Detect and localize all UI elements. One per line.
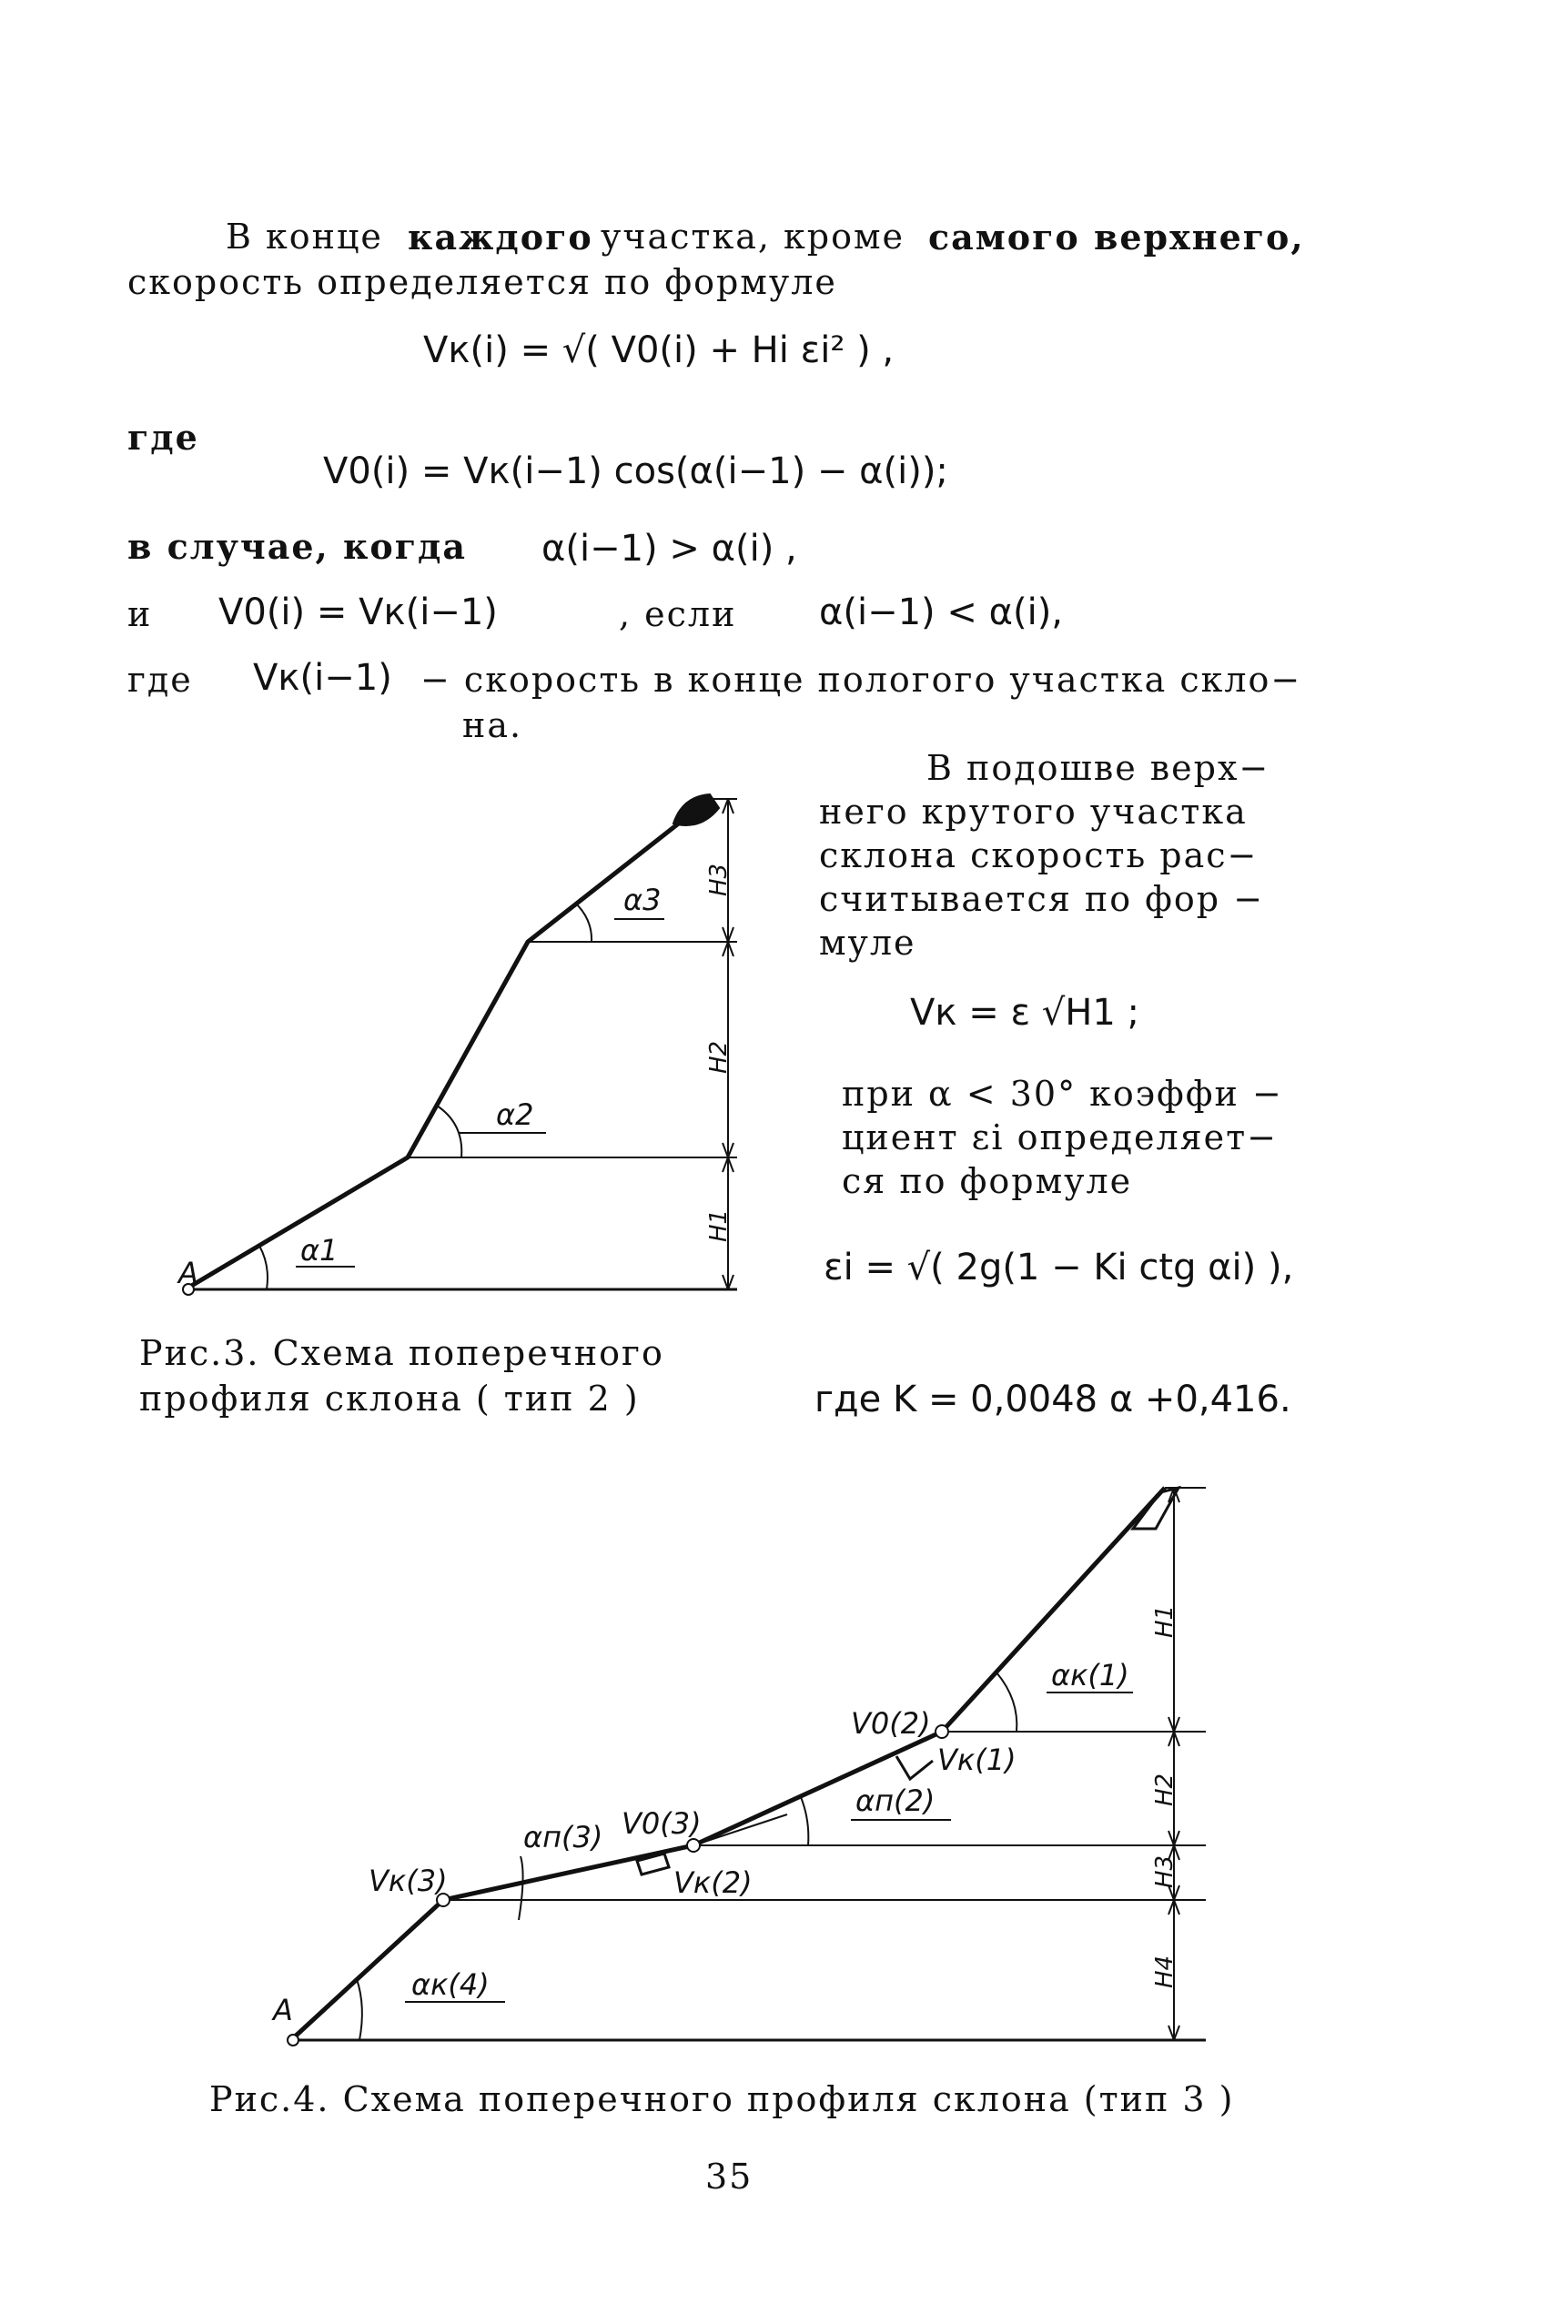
equation-vk-foot: Vк = ε √H1 ; (910, 992, 1140, 1034)
case-when-text: в случае, когда (127, 526, 467, 567)
gde-label-2: где (127, 660, 193, 700)
if-text: , если (619, 594, 737, 634)
fig3-slope-profile (188, 799, 710, 1288)
equation-alpha-greater: α(i−1) > α(i) , (541, 528, 797, 570)
para1-line1-d: самого верхнего, (928, 217, 1305, 258)
speed-description-line1: − скорость в конце пологого участка скло− (420, 660, 1302, 700)
speed-description-line2: на. (462, 705, 523, 745)
fig4-label-vk1: Vк(1) (937, 1743, 1017, 1777)
equation-v0: V0(i) = Vк(i−1) cos(α(i−1) − α(i)); (323, 450, 948, 492)
page-number: 35 (705, 2157, 754, 2197)
fig3-angle-arc-1 (259, 1246, 268, 1289)
fig3-label-alpha1: α1 (300, 1233, 339, 1268)
and-text: и (127, 594, 153, 634)
fig3-label-h2: H2 (705, 1040, 733, 1074)
right-text-line1: В подошве верх− (926, 748, 1270, 788)
right-text-line5: муле (819, 923, 916, 963)
equation-k-coefficient: где K = 0,0048 α +0,416. (814, 1379, 1291, 1420)
fig3-label-a: A (178, 1256, 198, 1290)
fig3-angle-arc-2 (437, 1106, 461, 1157)
fig4-extension-line-1 (443, 1867, 596, 1900)
fig4-label-vk3: Vк(3) (369, 1864, 448, 1898)
para1-line1-c: участка, кроме (601, 217, 905, 257)
fig4-extension-line-2 (693, 1814, 787, 1845)
equation-alpha-less: α(i−1) < α(i), (819, 591, 1064, 633)
para1-line2: скорость определяется по формуле (127, 262, 837, 302)
fig3-caption-line1: Рис.3. Схема поперечного (139, 1333, 664, 1373)
fig4-angle-arc-an3 (519, 1856, 523, 1920)
fig4-angle-arc-ak1 (996, 1672, 1017, 1732)
fig4-label-h1: H1 (1151, 1604, 1179, 1638)
fig4-label-vk2: Vк(2) (673, 1865, 753, 1900)
right-text-line2: него крутого участка (819, 792, 1248, 832)
fig4-label-alpha-n3: αп(3) (523, 1820, 603, 1854)
fig4-point-a (288, 2035, 298, 2046)
fig3-label-h1: H1 (705, 1208, 733, 1242)
right-text-line6: при α < 30° коэффи − (842, 1074, 1283, 1114)
fig4-vk1-mark (896, 1756, 933, 1779)
fig4-angle-arc-ak4 (357, 1979, 362, 2040)
equation-vk: Vк(i) = √( V0(i) + Hi εi² ) , (423, 329, 895, 371)
right-text-line4: считывается по фор − (819, 879, 1265, 919)
fig4-label-alpha-k4: αк(4) (411, 1967, 490, 2002)
fig4-label-h3: H3 (1151, 1854, 1179, 1888)
gde-label-1: где (127, 417, 199, 458)
fig3-caption-line2: профиля склона ( тип 2 ) (139, 1379, 640, 1419)
right-text-line3: склона скорость рас− (819, 835, 1259, 875)
fig3-angle-arc-3 (576, 904, 592, 942)
fig4-label-v03: V0(3) (622, 1806, 702, 1841)
fig4-node-2 (687, 1839, 700, 1852)
para1-line1-a: В конце (226, 217, 383, 257)
fig3-label-alpha3: α3 (623, 883, 662, 917)
fig4-label-h4: H4 (1151, 1955, 1179, 1988)
fig4-label-v02: V0(2) (851, 1706, 931, 1741)
fig3-label-h3: H3 (705, 863, 733, 896)
fig4-label-alpha-n2: αп(2) (855, 1783, 936, 1818)
fig3-label-alpha2: α2 (496, 1097, 534, 1132)
fig4-slope-profile (293, 1488, 1165, 2038)
fig4-caption: Рис.4. Схема поперечного профиля склона (тип 3 ) (209, 2079, 1235, 2119)
fig4-label-h2: H2 (1151, 1773, 1179, 1806)
fig4-label-alpha-k1: αк(1) (1051, 1658, 1129, 1692)
right-text-line7: циент εi определяет− (842, 1117, 1278, 1157)
fig4-angle-arc-an2 (801, 1797, 808, 1845)
equation-vk-prev: Vк(i−1) (253, 657, 392, 699)
equation-epsilon: εi = √( 2g(1 − Ki ctg αi) ), (824, 1247, 1294, 1288)
equation-v0-equals: V0(i) = Vк(i−1) (218, 591, 498, 633)
fig4-node-1 (936, 1725, 948, 1738)
para1-line1-b: каждого (408, 217, 593, 258)
right-text-line8: ся по формуле (842, 1161, 1133, 1201)
figure-4 (288, 1488, 1206, 2046)
figure-3 (183, 794, 737, 1295)
fig4-label-a: A (273, 1993, 293, 2027)
